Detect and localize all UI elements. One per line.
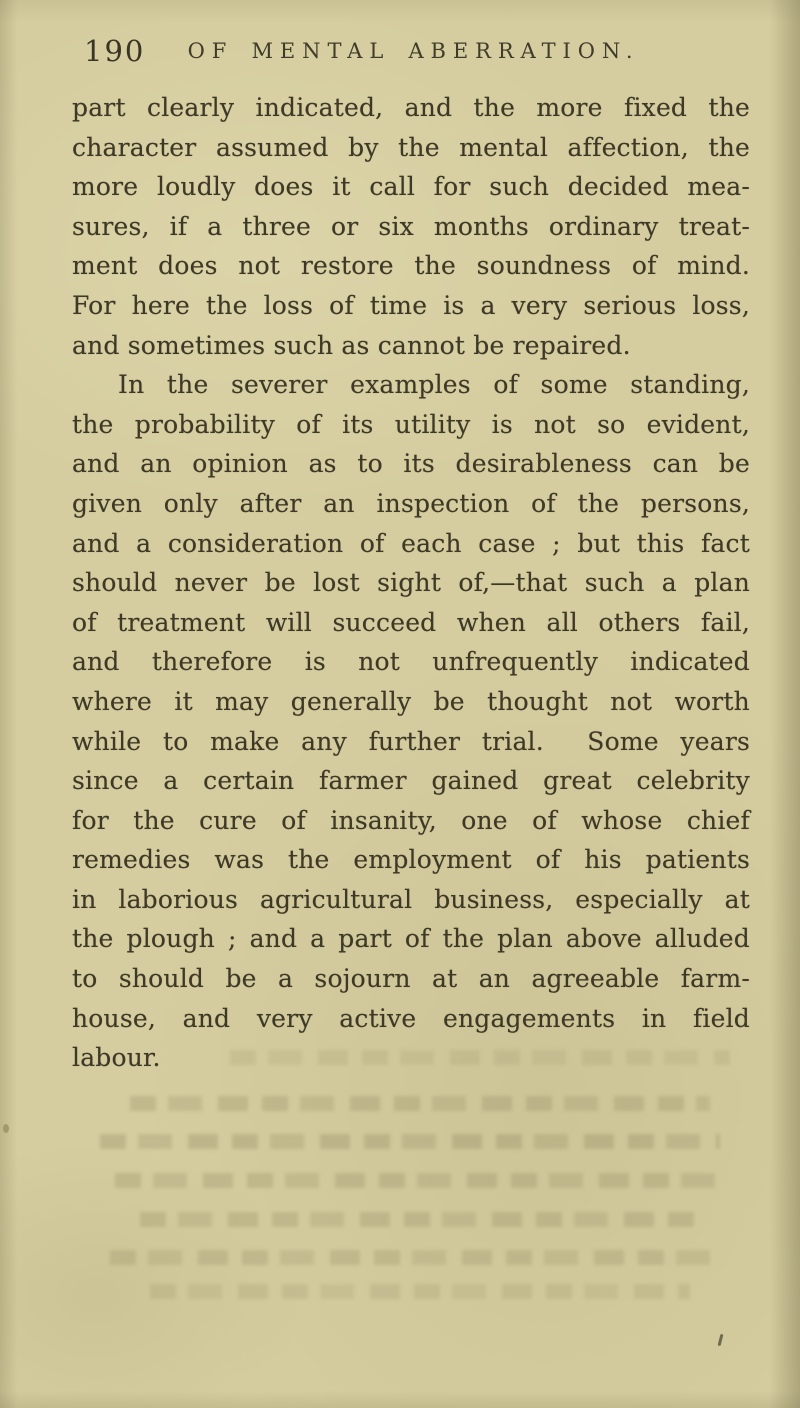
- text-line: in laborious agricultural business, especially at: [72, 884, 750, 914]
- bleed-through-line: [150, 1284, 690, 1299]
- text-line: character assumed by the mental affection, the: [72, 132, 750, 162]
- text-line: should never be lost sight of,—that such a plan: [72, 568, 750, 598]
- bleed-through-line: [230, 1050, 730, 1065]
- text-line: house, and very active engagements in field: [72, 1003, 750, 1033]
- ink-speck: [3, 1124, 9, 1133]
- ink-speck: [718, 1334, 724, 1346]
- text-line: ment does not restore the soundness of mind.: [72, 251, 750, 281]
- running-header: OF MENTAL ABERRATION.: [187, 39, 640, 63]
- page-header: [0, 32, 800, 72]
- bleed-through-line: [140, 1212, 695, 1227]
- text-line: labour.: [72, 1043, 161, 1073]
- body-text: [72, 88, 750, 1078]
- text-line: For here the loss of time is a very serious loss,: [72, 290, 750, 320]
- text-line: more loudly does it call for such decided mea-: [72, 172, 750, 202]
- text-line: and a consideration of each case ; but this fact: [72, 528, 750, 558]
- text-line: In the severer examples of some standing,: [118, 370, 750, 400]
- text-line: the plough ; and a part of the plan above alluded: [72, 924, 750, 954]
- bleed-through-line: [130, 1096, 710, 1111]
- text-line: and sometimes such as cannot be repaired.: [72, 330, 631, 360]
- bleed-through-line: [115, 1173, 715, 1188]
- text-line: to should be a sojourn at an agreeable farm-: [72, 964, 750, 994]
- text-line: sures, if a three or six months ordinary treat-: [72, 211, 750, 241]
- text-line: where it may generally be thought not worth: [72, 686, 750, 716]
- text-line: since a certain farmer gained great celebrity: [72, 766, 750, 796]
- text-line: given only after an inspection of the persons,: [72, 488, 750, 518]
- text-line: part clearly indicated, and the more fixed the: [72, 93, 750, 122]
- text-line: and therefore is not unfrequently indicated: [72, 647, 750, 677]
- text-line: and an opinion as to its desirableness can be: [72, 449, 750, 479]
- text-line: the probability of its utility is not so evident,: [72, 409, 750, 439]
- text-line: while to make any further trial. Some years: [72, 726, 750, 756]
- page-number: 190: [84, 34, 146, 68]
- text-line: remedies was the employment of his patients: [72, 845, 750, 875]
- bleed-through-line: [110, 1250, 710, 1265]
- text-line: of treatment will succeed when all others fail,: [72, 607, 750, 637]
- bleed-through-line: [100, 1134, 720, 1149]
- text-line: for the cure of insanity, one of whose chief: [72, 805, 750, 835]
